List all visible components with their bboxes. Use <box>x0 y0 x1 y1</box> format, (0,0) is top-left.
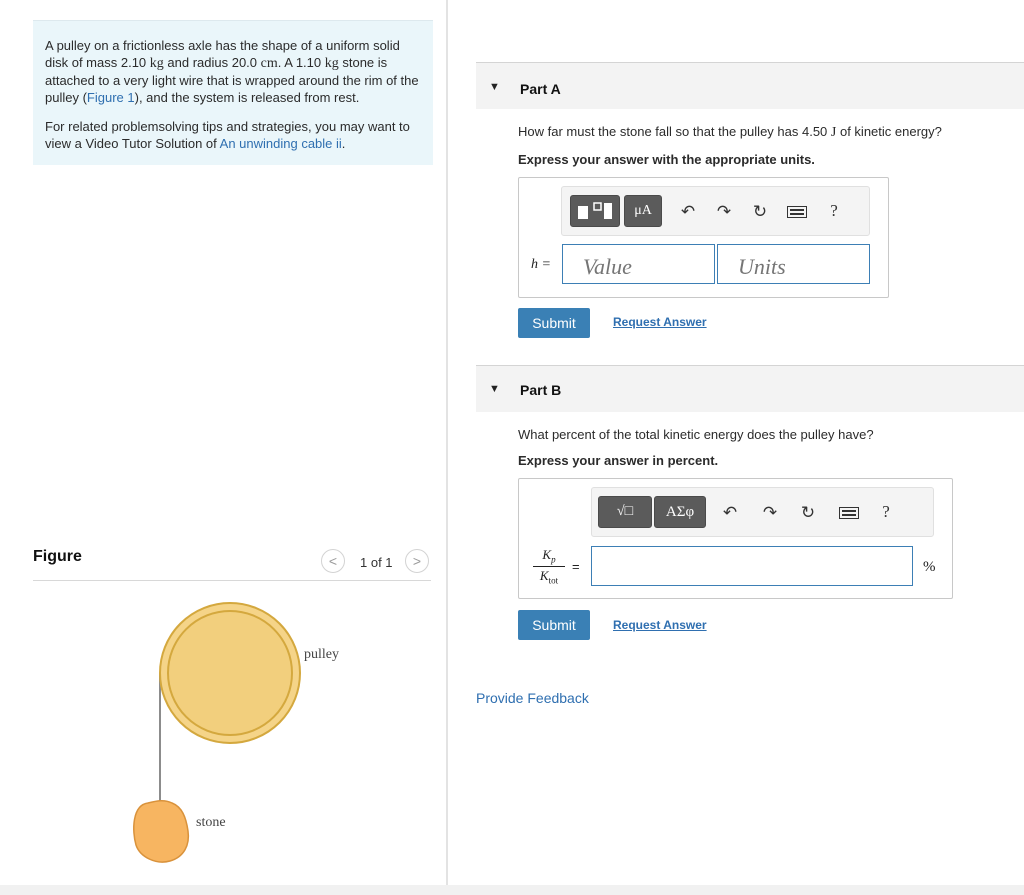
pulley-figure <box>120 595 440 875</box>
column-divider <box>446 0 448 895</box>
part-a-question: How far must the stone fall so that the pulley has 4.50 J of kinetic energy? <box>518 124 942 140</box>
part-b-title: Part B <box>520 382 562 398</box>
part-a-title: Part A <box>520 81 561 97</box>
equals-sign: = <box>572 559 580 574</box>
greek-letters-button[interactable]: ΑΣφ <box>654 496 706 528</box>
part-a-answer-box <box>518 177 889 298</box>
redo-icon[interactable]: ↷ <box>716 202 732 221</box>
reset-icon[interactable]: ↻ <box>800 503 816 522</box>
part-b-submit-button[interactable]: Submit <box>518 610 590 640</box>
video-tutor-link[interactable]: An unwinding cable ii <box>219 136 342 151</box>
help-icon[interactable]: ? <box>830 201 838 220</box>
undo-icon[interactable]: ↶ <box>722 503 738 522</box>
part-b-request-answer-link[interactable]: Request Answer <box>613 618 707 632</box>
undo-icon[interactable]: ↶ <box>680 202 696 221</box>
stone-shape <box>134 801 189 862</box>
provide-feedback-link[interactable]: Provide Feedback <box>476 690 589 706</box>
bottom-bar <box>0 885 1024 895</box>
keyboard-icon[interactable] <box>784 201 810 223</box>
pulley-label: pulley <box>304 647 339 662</box>
figure-prev-button[interactable] <box>321 549 345 573</box>
math-templates-button[interactable]: √□ <box>598 496 652 528</box>
figure-link[interactable]: Figure 1 <box>86 90 135 105</box>
part-b-toolbar <box>591 487 934 537</box>
part-b-question: What percent of the total kinetic energy does the pulley have? <box>518 427 874 442</box>
reset-icon[interactable]: ↻ <box>752 202 768 221</box>
value-input[interactable] <box>562 244 715 284</box>
part-a-instruction: Express your answer with the appropriate units. <box>518 152 815 167</box>
templates-icon <box>575 200 615 222</box>
help-icon[interactable]: ? <box>882 502 890 521</box>
part-a-submit-button[interactable]: Submit <box>518 308 590 338</box>
caret-down-icon[interactable]: ▼ <box>489 383 500 395</box>
templates-button[interactable] <box>570 195 620 227</box>
chevron-right-icon: > <box>412 553 422 569</box>
units-input[interactable] <box>717 244 870 284</box>
part-a-label: h = <box>531 257 551 272</box>
problem-paragraph-1: A pulley on a frictionless axle has the shape of a uniform solid disk of mass 2.10 kg and radius 20.0 cm. A 1.10 kg stone is attached to a very light wire that is wrapped around the rim of the pulley (Figure 1), and the system is released from rest. <box>45 38 419 105</box>
percent-input[interactable] <box>591 546 913 586</box>
stone-label: stone <box>196 815 226 830</box>
part-b-instruction: Express your answer in percent. <box>518 453 719 468</box>
problem-statement <box>33 20 433 165</box>
redo-icon[interactable]: ↷ <box>762 503 778 522</box>
figure-counter: 1 of 1 <box>360 555 393 570</box>
part-a-request-answer-link[interactable]: Request Answer <box>613 315 707 329</box>
part-a-toolbar <box>561 186 870 236</box>
figure-title: Figure <box>33 548 82 565</box>
figure-divider <box>33 580 431 581</box>
part-b-answer-box <box>518 478 953 599</box>
chevron-left-icon: < <box>328 553 338 569</box>
figure-next-button[interactable] <box>405 549 429 573</box>
kinetic-energy-fraction: $K_p$ $K_{tot}$ <box>533 547 565 585</box>
pulley-rim <box>168 611 292 735</box>
percent-unit: % <box>923 559 936 575</box>
keyboard-icon[interactable] <box>836 502 862 524</box>
caret-down-icon[interactable]: ▼ <box>489 81 500 93</box>
problem-paragraph-2: For related problemsolving tips and strategies, you may want to view a Video Tutor Solution of An unwinding cable ii. <box>45 119 410 151</box>
units-button[interactable]: μA <box>624 195 662 227</box>
